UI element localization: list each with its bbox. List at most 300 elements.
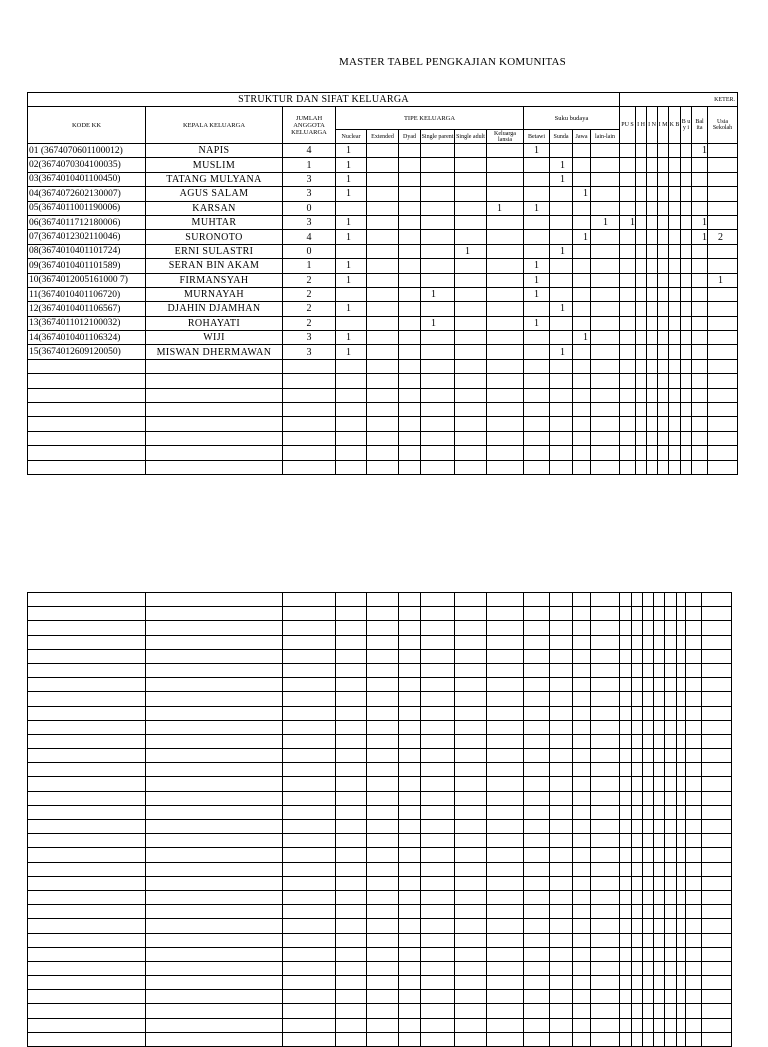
empty-cell xyxy=(399,947,421,961)
cell-empty xyxy=(658,230,669,244)
empty-cell xyxy=(146,607,283,621)
empty-cell xyxy=(620,593,632,607)
empty-cell xyxy=(336,791,367,805)
empty-cell xyxy=(336,834,367,848)
cell-empty xyxy=(681,331,692,345)
empty-cell xyxy=(686,663,702,677)
cell-single_parent: 1 xyxy=(421,287,455,301)
empty-cell xyxy=(455,763,487,777)
empty-cell xyxy=(550,720,573,734)
empty-cell xyxy=(399,431,421,445)
empty-cell xyxy=(708,460,738,474)
empty-cell xyxy=(421,805,455,819)
empty-cell xyxy=(632,720,643,734)
empty-cell xyxy=(677,961,686,975)
empty-cell xyxy=(399,990,421,1004)
empty-cell xyxy=(336,905,367,919)
empty-cell xyxy=(665,820,677,834)
cell-usia xyxy=(708,345,738,359)
empty-cell xyxy=(283,734,336,748)
cell-nuclear: 1 xyxy=(336,259,367,273)
empty-row xyxy=(28,403,738,417)
empty-cell xyxy=(702,834,732,848)
empty-cell xyxy=(283,834,336,848)
empty-cell xyxy=(487,621,524,635)
empty-cell xyxy=(283,692,336,706)
empty-cell xyxy=(632,876,643,890)
cell-empty xyxy=(399,230,421,244)
empty-cell xyxy=(573,777,591,791)
cell-kepala: MUSLIM xyxy=(146,158,283,172)
cell-jumlah: 3 xyxy=(283,345,336,359)
cell-empty xyxy=(367,144,399,158)
empty-cell xyxy=(487,834,524,848)
empty-cell xyxy=(283,919,336,933)
empty-cell xyxy=(455,593,487,607)
cell-jawa xyxy=(573,172,591,186)
cell-jumlah: 2 xyxy=(283,316,336,330)
col-header-pus: PU S xyxy=(620,107,636,144)
cell-kode: 01 (3674070601100012) xyxy=(28,144,146,158)
empty-cell xyxy=(336,374,367,388)
empty-cell xyxy=(367,593,399,607)
col-header-sunda: Sunda xyxy=(550,130,573,144)
cell-empty xyxy=(399,302,421,316)
empty-cell xyxy=(632,734,643,748)
empty-cell xyxy=(677,720,686,734)
empty-cell xyxy=(636,403,647,417)
cell-lansia: 1 xyxy=(487,201,524,215)
empty-cell xyxy=(146,763,283,777)
empty-cell xyxy=(524,460,550,474)
cell-single_parent xyxy=(421,144,455,158)
empty-cell xyxy=(658,431,669,445)
cell-pus xyxy=(620,158,636,172)
empty-cell xyxy=(455,1032,487,1046)
cell-single_adult xyxy=(455,230,487,244)
empty-cell xyxy=(591,663,620,677)
empty-cell xyxy=(524,1018,550,1032)
empty-cell xyxy=(692,388,708,402)
empty-cell xyxy=(647,374,658,388)
empty-cell xyxy=(632,862,643,876)
empty-cell xyxy=(632,621,643,635)
cell-pus xyxy=(620,244,636,258)
col-header-in: I N xyxy=(647,107,658,144)
empty-cell xyxy=(146,919,283,933)
cell-empty xyxy=(399,259,421,273)
empty-cell xyxy=(336,388,367,402)
empty-cell xyxy=(620,706,632,720)
empty-cell xyxy=(677,791,686,805)
empty-cell xyxy=(28,388,146,402)
table-row xyxy=(28,244,738,258)
empty-cell xyxy=(455,460,487,474)
empty-cell xyxy=(669,446,681,460)
empty-cell xyxy=(702,933,732,947)
empty-cell xyxy=(632,848,643,862)
cell-empty xyxy=(658,287,669,301)
empty-cell xyxy=(487,417,524,431)
empty-cell xyxy=(336,663,367,677)
cell-lansia xyxy=(487,316,524,330)
empty-cell xyxy=(573,621,591,635)
empty-cell xyxy=(399,649,421,663)
empty-cell xyxy=(455,734,487,748)
empty-cell xyxy=(421,890,455,904)
empty-cell xyxy=(620,374,636,388)
empty-cell xyxy=(283,635,336,649)
empty-cell xyxy=(591,834,620,848)
cell-lansia xyxy=(487,287,524,301)
cell-usia xyxy=(708,215,738,229)
cell-empty xyxy=(647,144,658,158)
empty-cell xyxy=(550,961,573,975)
cell-empty xyxy=(669,215,681,229)
empty-cell xyxy=(367,417,399,431)
empty-cell xyxy=(677,834,686,848)
cell-pus xyxy=(620,345,636,359)
cell-kode: 07(3674012302110046) xyxy=(28,230,146,244)
empty-cell xyxy=(146,446,283,460)
empty-cell xyxy=(573,635,591,649)
cell-empty xyxy=(636,158,647,172)
cell-single_adult xyxy=(455,259,487,273)
empty-cell xyxy=(283,403,336,417)
empty-cell xyxy=(636,359,647,373)
empty-cell xyxy=(643,791,654,805)
empty-cell xyxy=(550,820,573,834)
col-header-keluarga-lansia: Keluarga lansia xyxy=(487,130,524,144)
empty-cell xyxy=(28,460,146,474)
empty-cell xyxy=(524,720,550,734)
empty-cell xyxy=(591,1032,620,1046)
empty-cell xyxy=(399,820,421,834)
cell-balita xyxy=(692,316,708,330)
empty-cell xyxy=(573,359,591,373)
empty-cell xyxy=(686,876,702,890)
empty-cell xyxy=(681,460,692,474)
empty-cell xyxy=(146,706,283,720)
empty-cell xyxy=(367,388,399,402)
empty-cell xyxy=(702,990,732,1004)
empty-cell xyxy=(146,947,283,961)
empty-cell xyxy=(702,763,732,777)
empty-cell xyxy=(28,763,146,777)
cell-balita xyxy=(692,273,708,287)
empty-cell xyxy=(336,805,367,819)
empty-cell xyxy=(573,905,591,919)
master-table xyxy=(27,92,738,475)
cell-lansia xyxy=(487,144,524,158)
empty-cell xyxy=(146,734,283,748)
empty-cell xyxy=(283,678,336,692)
empty-cell xyxy=(686,947,702,961)
empty-cell xyxy=(702,663,732,677)
empty-cell xyxy=(146,388,283,402)
cell-balita xyxy=(692,287,708,301)
cell-usia xyxy=(708,244,738,258)
empty-cell xyxy=(421,990,455,1004)
cell-empty xyxy=(681,201,692,215)
cell-sunda xyxy=(550,144,573,158)
empty-cell xyxy=(677,621,686,635)
empty-cell xyxy=(487,359,524,373)
cell-jawa xyxy=(573,144,591,158)
empty-cell xyxy=(647,417,658,431)
empty-cell xyxy=(367,791,399,805)
empty-cell xyxy=(677,734,686,748)
empty-cell xyxy=(573,1018,591,1032)
empty-cell xyxy=(28,834,146,848)
cell-jumlah: 0 xyxy=(283,201,336,215)
empty-cell xyxy=(336,460,367,474)
empty-cell xyxy=(591,720,620,734)
empty-cell xyxy=(550,460,573,474)
empty-cell xyxy=(702,635,732,649)
empty-cell xyxy=(550,1032,573,1046)
empty-cell xyxy=(591,947,620,961)
table-row xyxy=(28,273,738,287)
empty-cell xyxy=(677,777,686,791)
cell-nuclear xyxy=(336,201,367,215)
empty-cell xyxy=(686,1004,702,1018)
empty-cell xyxy=(487,431,524,445)
empty-cell xyxy=(487,862,524,876)
empty-cell xyxy=(367,777,399,791)
empty-cell xyxy=(620,734,632,748)
empty-cell xyxy=(665,990,677,1004)
empty-cell xyxy=(421,820,455,834)
empty-cell xyxy=(367,359,399,373)
empty-cell xyxy=(487,706,524,720)
empty-cell xyxy=(665,848,677,862)
cell-pus xyxy=(620,144,636,158)
empty-cell xyxy=(283,990,336,1004)
empty-cell xyxy=(399,905,421,919)
cell-empty xyxy=(681,172,692,186)
empty-cell xyxy=(643,749,654,763)
empty-cell xyxy=(524,976,550,990)
empty-cell xyxy=(367,848,399,862)
empty-cell xyxy=(708,403,738,417)
empty-row xyxy=(28,862,732,876)
empty-cell xyxy=(677,976,686,990)
empty-cell xyxy=(677,692,686,706)
cell-lansia xyxy=(487,244,524,258)
empty-cell xyxy=(665,720,677,734)
cell-empty xyxy=(367,187,399,201)
empty-cell xyxy=(367,635,399,649)
empty-cell xyxy=(336,635,367,649)
empty-cell xyxy=(550,990,573,1004)
empty-cell xyxy=(455,635,487,649)
empty-cell xyxy=(550,607,573,621)
cell-nuclear: 1 xyxy=(336,345,367,359)
empty-row xyxy=(28,763,732,777)
cell-empty xyxy=(681,215,692,229)
empty-cell xyxy=(632,635,643,649)
empty-cell xyxy=(283,374,336,388)
empty-cell xyxy=(487,749,524,763)
empty-cell xyxy=(702,976,732,990)
cell-empty xyxy=(367,287,399,301)
empty-cell xyxy=(28,663,146,677)
empty-cell xyxy=(702,820,732,834)
cell-empty xyxy=(636,316,647,330)
empty-cell xyxy=(28,905,146,919)
empty-cell xyxy=(591,460,620,474)
empty-cell xyxy=(487,1032,524,1046)
empty-cell xyxy=(28,890,146,904)
empty-cell xyxy=(283,976,336,990)
col-header-usia-sekolah: Usia Sekolah xyxy=(708,107,738,144)
empty-cell xyxy=(487,791,524,805)
empty-cell xyxy=(367,734,399,748)
empty-cell xyxy=(146,692,283,706)
empty-cell xyxy=(283,720,336,734)
empty-cell xyxy=(591,621,620,635)
empty-cell xyxy=(283,933,336,947)
empty-cell xyxy=(643,805,654,819)
empty-cell xyxy=(550,663,573,677)
cell-nuclear: 1 xyxy=(336,331,367,345)
empty-cell xyxy=(665,905,677,919)
cell-empty xyxy=(647,187,658,201)
empty-cell xyxy=(677,649,686,663)
cell-single_adult: 1 xyxy=(455,244,487,258)
cell-pus xyxy=(620,187,636,201)
cell-balita xyxy=(692,172,708,186)
cell-empty xyxy=(658,273,669,287)
empty-cell xyxy=(654,777,665,791)
empty-cell xyxy=(620,417,636,431)
empty-cell xyxy=(573,678,591,692)
empty-cell xyxy=(455,663,487,677)
empty-cell xyxy=(550,649,573,663)
cell-betawi: 1 xyxy=(524,201,550,215)
empty-cell xyxy=(686,848,702,862)
cell-balita xyxy=(692,158,708,172)
table-row xyxy=(28,331,738,345)
empty-cell xyxy=(487,607,524,621)
cell-pus xyxy=(620,316,636,330)
empty-cell xyxy=(677,1004,686,1018)
empty-cell xyxy=(550,706,573,720)
empty-cell xyxy=(28,720,146,734)
cell-betawi xyxy=(524,302,550,316)
empty-cell xyxy=(654,961,665,975)
empty-cell xyxy=(702,919,732,933)
empty-cell xyxy=(632,947,643,961)
empty-cell xyxy=(336,359,367,373)
empty-cell xyxy=(643,706,654,720)
empty-cell xyxy=(28,621,146,635)
empty-cell xyxy=(367,763,399,777)
empty-cell xyxy=(367,890,399,904)
empty-cell xyxy=(524,1004,550,1018)
empty-cell xyxy=(283,905,336,919)
cell-sunda xyxy=(550,215,573,229)
empty-cell xyxy=(636,460,647,474)
empty-cell xyxy=(620,621,632,635)
empty-cell xyxy=(686,1032,702,1046)
empty-cell xyxy=(573,1004,591,1018)
cell-kepala: ROHAYATI xyxy=(146,316,283,330)
cell-usia xyxy=(708,144,738,158)
empty-cell xyxy=(665,890,677,904)
empty-cell xyxy=(367,1018,399,1032)
empty-cell xyxy=(399,919,421,933)
cell-empty xyxy=(681,244,692,258)
cell-empty xyxy=(399,331,421,345)
empty-cell xyxy=(28,777,146,791)
empty-cell xyxy=(591,403,620,417)
empty-cell xyxy=(677,607,686,621)
empty-cell xyxy=(455,1018,487,1032)
empty-cell xyxy=(336,777,367,791)
empty-row xyxy=(28,734,732,748)
cell-empty xyxy=(681,230,692,244)
cell-lain xyxy=(591,331,620,345)
empty-cell xyxy=(455,692,487,706)
cell-pus: 1 xyxy=(620,215,636,229)
empty-cell xyxy=(573,734,591,748)
empty-cell xyxy=(487,678,524,692)
empty-cell xyxy=(524,791,550,805)
empty-cell xyxy=(632,905,643,919)
cell-empty xyxy=(367,172,399,186)
cell-lain xyxy=(591,316,620,330)
empty-cell xyxy=(146,359,283,373)
empty-row xyxy=(28,834,732,848)
empty-cell xyxy=(643,692,654,706)
empty-cell xyxy=(283,706,336,720)
empty-cell xyxy=(550,417,573,431)
empty-cell xyxy=(573,876,591,890)
cell-empty xyxy=(681,345,692,359)
cell-kode: 10(3674012005161000 7) xyxy=(28,273,146,287)
empty-row xyxy=(28,607,732,621)
empty-cell xyxy=(399,607,421,621)
empty-cell xyxy=(573,607,591,621)
empty-cell xyxy=(146,431,283,445)
empty-cell xyxy=(665,805,677,819)
cell-betawi xyxy=(524,345,550,359)
empty-cell xyxy=(455,876,487,890)
empty-cell xyxy=(573,388,591,402)
empty-cell xyxy=(455,905,487,919)
table-row xyxy=(28,172,738,186)
empty-cell xyxy=(573,961,591,975)
col-header-bayi: B u y i xyxy=(681,107,692,144)
empty-cell xyxy=(654,593,665,607)
empty-cell xyxy=(336,403,367,417)
empty-cell xyxy=(643,890,654,904)
cell-pus xyxy=(620,302,636,316)
cell-lansia xyxy=(487,259,524,273)
empty-row xyxy=(28,635,732,649)
cell-kepala: AGUS SALAM xyxy=(146,187,283,201)
cell-pus xyxy=(620,273,636,287)
empty-cell xyxy=(336,976,367,990)
cell-sunda: 1 xyxy=(550,172,573,186)
table-row xyxy=(28,316,738,330)
empty-cell xyxy=(524,777,550,791)
col-header-balita: Bal ita xyxy=(692,107,708,144)
table-row xyxy=(28,302,738,316)
empty-cell xyxy=(524,374,550,388)
